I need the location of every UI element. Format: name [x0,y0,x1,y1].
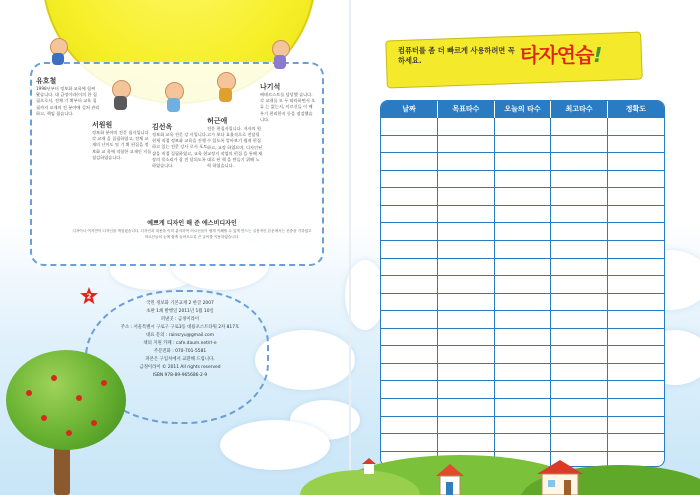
table-cell [607,205,664,223]
table-cell [551,240,608,258]
table-row [381,293,664,311]
author-bio: 전문 편집자입니다. 저자의 원고가 보다 효율적으로 전달될 수 있도록 알아보기 쉽게 편집하고, 교정 하였으며, 디자인된 교정지 작업의 편집 을 통해 재대로 된 책 을 만들기 위해 노력 하였습니다. [207,126,263,169]
table-cell [438,328,495,346]
table-row [381,363,664,381]
typing-log-table [380,100,665,467]
table-cell [607,381,664,399]
table-cell [551,205,608,223]
table-cell [494,328,551,346]
author-block [36,76,100,117]
apple-icon [41,415,47,421]
author-name: 나기석 [260,83,281,91]
house-illustration [435,462,465,495]
col-header-best: 최고타수 [551,101,608,118]
table-cell [607,311,664,329]
col-header-today: 오늘의 타수 [494,101,551,118]
table-cell [438,170,495,188]
table-cell [438,205,495,223]
table-cell [607,363,664,381]
table-cell [381,276,438,294]
table-body [381,118,664,467]
table-cell [607,451,664,466]
table-row [381,399,664,417]
table-cell [494,223,551,241]
author-name: 허근애 [207,117,228,125]
table-cell [551,416,608,434]
credit-description: 디자이너 여지연이 디자인을 책임졌습니다. 디자인과 내용을 이미 분석하여 어르신들이 쉽게 이해할 수 있게 만드는 실용적인 본문에서는 신중을 기하였고 어르신들의 눈에 쉽게 들어오도록 큰 글씨를 이용하였습니다. [72,229,312,239]
table-cell [607,328,664,346]
table-cell [494,311,551,329]
table-cell [494,293,551,311]
table-cell [381,434,438,452]
table-cell [607,170,664,188]
apple-icon [26,390,32,396]
table-cell [494,346,551,364]
table-cell [381,381,438,399]
table-cell [551,311,608,329]
cloud [345,260,385,330]
author-bio: 베테르스트를 담당했 습니다. 각 교재를 모 두 따라하면서 오류 는 없는지, 이르신들 이 배우기 편리한지 등을 점검했습니다. [260,92,316,122]
table-cell [607,346,664,364]
imprint-line: 책의 지원 카페 : cafe.daum.net/rl-e [143,341,217,346]
author-name: 유호철 [36,77,57,85]
table-cell [381,240,438,258]
table-row [381,240,664,258]
table-cell [494,363,551,381]
table-cell [381,346,438,364]
table-row [381,170,664,188]
author-bio: 1998년부터 정보화 교육에 힘써 왔습니다. 대 금정이라(이의 한 집필으로서, 전체 기 획부터 교육 집필까지 교재의 전 분야에 걸쳐 관리하고, 책임 졌습니다. [36,86,100,116]
table-row [381,223,664,241]
table-cell [438,363,495,381]
table-cell [551,381,608,399]
table-cell [551,258,608,276]
table-cell [381,399,438,417]
col-header-accuracy: 정확도 [607,101,664,118]
page-number-badge [80,287,98,305]
table-cell [438,399,495,417]
author-block [207,116,263,169]
table-cell [494,258,551,276]
table-cell [381,311,438,329]
house-illustration [535,458,585,495]
table-cell [438,135,495,153]
table-cell [381,188,438,206]
table-row [381,188,664,206]
table-cell [551,363,608,381]
table-cell [438,258,495,276]
table-row [381,328,664,346]
author-bio: 정보화 교육 전문 강 사입니다. 현재 직접 정보화 교육을 진행 하고 있는 전문 강사 로서 포토샵을 직접 집필하였고, 교육 현 장의 목소리가 잘 전 달되도록 하였습니다. [152,132,208,169]
table-cell [494,205,551,223]
apple-icon [101,380,107,386]
house-illustration [362,458,376,478]
table-cell [607,118,664,136]
table-cell [607,153,664,171]
title-subtitle: 컴퓨터를 좀 더 빠르게 사용하려면 꼭 하세요. [398,46,515,65]
imprint-line: 주문전화 : 070-701-5581 [153,349,207,354]
table-cell [607,240,664,258]
author-block [260,82,316,123]
table-cell [381,153,438,171]
col-header-date: 날짜 [381,101,438,118]
table-cell [438,153,495,171]
title-exclamation: ! [593,43,602,67]
table-cell [551,434,608,452]
table-cell [438,118,495,136]
table-cell [551,188,608,206]
table-cell [607,434,664,452]
table-cell [381,135,438,153]
cloud [255,330,355,390]
table-cell [494,381,551,399]
table-row [381,258,664,276]
table-cell [607,399,664,417]
author-block [152,122,210,169]
table-cell [494,153,551,171]
table-row [381,381,664,399]
table-cell [381,118,438,136]
table-cell [494,118,551,136]
badge-number: 2 [86,291,92,301]
table-row [381,311,664,329]
credit-title: 예쁘게 디자인 해 준 에스비디자인 [147,220,237,227]
author-name: 서원원 [92,121,113,129]
table-row [381,153,664,171]
table-cell [381,293,438,311]
col-header-target: 목표타수 [438,101,495,118]
table-cell [607,223,664,241]
table-cell [551,276,608,294]
table-cell [381,416,438,434]
imprint-line: 금정이라이 © 2011 All rights reserved [139,365,221,370]
page-title [520,39,601,68]
table-cell [551,170,608,188]
table-cell [551,328,608,346]
imprint-line: ISBN 978-89-965686-2-9 [152,373,208,378]
table-cell [551,399,608,417]
imprint-line: 파본은 구입처에서 교환해 드립니다. [145,357,215,362]
table-cell [438,240,495,258]
apple-icon [51,375,57,381]
table-cell [551,118,608,136]
table-cell [494,276,551,294]
table-cell [607,293,664,311]
title-text: 타자연습 [520,43,594,67]
author-block [92,120,152,161]
imprint-line: 주소 : 서울특별시 구로구 구로3동 대륭포스트타워 2차 817호 [120,325,240,330]
cloud [220,420,330,470]
table-cell [438,311,495,329]
table-cell [438,434,495,452]
table-cell [494,416,551,434]
table-cell [381,205,438,223]
table-cell [438,276,495,294]
table-row [381,276,664,294]
table-row [381,118,664,136]
imprint-line: 국민 정보화 기본교재 2 한글 2007 [146,301,214,306]
table-cell [438,416,495,434]
table-cell [494,170,551,188]
table-cell [607,135,664,153]
table-row [381,135,664,153]
book-spine [349,0,351,495]
table-cell [438,346,495,364]
imprint-line: 펴낸곳 : 금정이라이 [160,317,200,322]
table-cell [494,188,551,206]
table-cell [551,153,608,171]
table-cell [381,328,438,346]
imprint-text [100,300,260,380]
table-cell [438,381,495,399]
table-cell [494,240,551,258]
design-credit [72,218,312,240]
imprint-line: 대표 문의 : rainsryu@gmail.com [146,333,214,338]
imprint-line: 초판 1쇄 발행일 2011년 1월 10일 [146,309,214,314]
table-cell [381,258,438,276]
table-cell [607,276,664,294]
table-cell [438,293,495,311]
table-cell [551,135,608,153]
table-row [381,416,664,434]
table-cell [607,258,664,276]
table-row [381,434,664,452]
table-cell [381,363,438,381]
table-cell [381,223,438,241]
table-cell [381,170,438,188]
apple-icon [76,395,82,401]
table-cell [551,346,608,364]
table-row [381,346,664,364]
author-name: 김선옥 [152,123,173,131]
apple-icon [91,420,97,426]
table-cell [551,223,608,241]
table-cell [438,223,495,241]
apple-icon [66,430,72,436]
table-cell [607,188,664,206]
table-cell [607,416,664,434]
table-cell [494,399,551,417]
table-cell [551,293,608,311]
apple-tree [6,350,126,450]
table-cell [494,434,551,452]
table-cell [438,188,495,206]
table-cell [494,135,551,153]
table-row [381,205,664,223]
author-bio: 정보화 분야의 전문 필자입니다 각 교재 을 집필하였고, 전체 교재의 난이도 및 기 획 편집을 정보화 교 육에 적합한 교재인 지를 점검하였습니다. [92,130,152,160]
